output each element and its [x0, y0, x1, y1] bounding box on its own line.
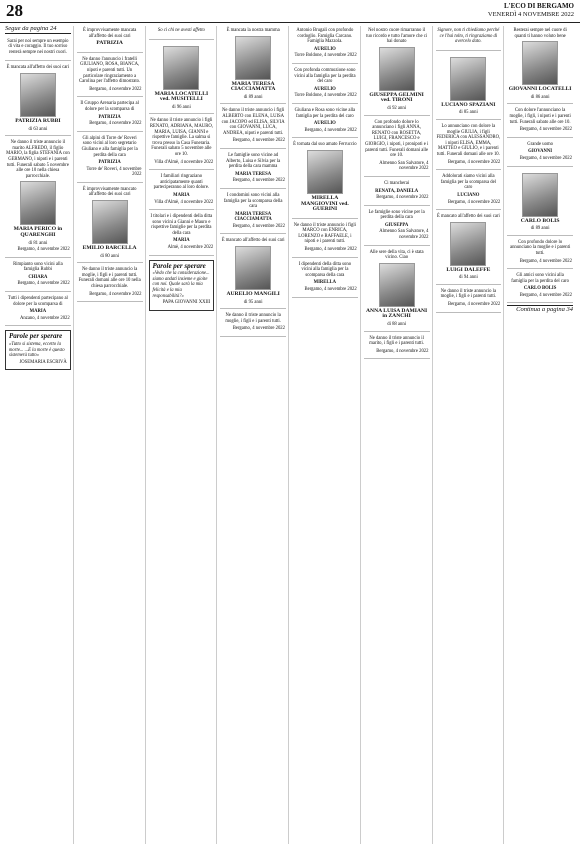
- deceased-name: MARIA PERICO in QUARENGHI: [13, 226, 63, 238]
- deceased-name: LUIGI DALEFFE: [446, 266, 491, 273]
- continue-label: Continua a pagina 34: [507, 305, 573, 313]
- notice-text: Ne danno il triste annuncio la moglie, i figli e i parenti tutti. Funerali domani alle ore 10 nella chiesa parrocchiale.: [78, 267, 141, 290]
- obituary-notice: [77, 265, 143, 302]
- deceased-name: CARLO BOLIS: [520, 217, 560, 224]
- obituary-notice: [292, 260, 358, 298]
- notice-text: Resterai sempre nel cuore di quanti ti hanno voluto bene: [513, 28, 567, 39]
- notice-place-date: Bergamo, 4 novembre 2022: [232, 138, 285, 144]
- notice-place-date: Villa d'Almè, 4 novembre 2022: [154, 199, 214, 205]
- notice-place-date: Bergamo, 4 novembre 2022: [304, 287, 357, 293]
- notice-text: Con profondo dolore lo annunciano i figli ANNA, RENATO con ROSETTA, LUIGI, FRANCESCO e GIORGIO, i nipoti, i pronipoti e i parenti tutti. Funerali domani alle ore 10.: [364, 119, 429, 159]
- column: [5, 26, 74, 844]
- notice-text: È tornata dal suo amato Ferruccio: [293, 142, 357, 148]
- notice-signature: PATRIZIA: [98, 160, 121, 166]
- portrait-photo: [92, 200, 128, 244]
- notice-place-date: Bergamo, 4 novembre 2022: [448, 199, 501, 205]
- notice-place-date: Bergamo, 4 novembre 2022: [232, 178, 285, 184]
- quote-box-heading: Parole per sperare: [9, 332, 63, 341]
- obituary-notice: [220, 151, 286, 189]
- deceased-name: MARIA TERESA CIACCIAMATTA: [230, 80, 276, 93]
- portrait-photo: [379, 263, 415, 307]
- masthead: [488, 2, 574, 19]
- notice-text: Con dolore l'annunciano la moglie, i figli, i nipoti e i parenti tutti. Funerali sabato alle ore 10.: [509, 108, 571, 125]
- notice-place-date: Villa d'Almè, 4 novembre 2022: [154, 159, 214, 165]
- notice-place-date: Bergamo, 4 novembre 2022: [519, 127, 572, 133]
- follow-from-label: Segue da pagina 24: [5, 26, 71, 34]
- deceased-name: ANNA LUISA DAMIANI in ZANCHI: [366, 307, 428, 320]
- obituary-notice: [149, 26, 215, 40]
- portrait-photo: [20, 181, 56, 225]
- notice-signature: AURELIO: [313, 86, 336, 92]
- page-number: 28: [6, 1, 23, 20]
- obituary-notice: [149, 212, 215, 256]
- notice-text: Le famiglie sono vicine ad Alberto, Luisa e Silvia per la perdita della cara mamma: [226, 152, 281, 170]
- obituary-notice: [507, 106, 573, 137]
- notice-text: I dipendenti della ditta sono vicini alla famiglia per la scomparsa della cara: [298, 261, 352, 278]
- deceased-age: di 94 anni: [459, 275, 478, 281]
- deceased-name: PATRIZIA RUBBI: [15, 117, 61, 124]
- deceased-age: di 89 anni: [243, 94, 263, 100]
- notice-signature: MARIA TERESA: [235, 171, 272, 177]
- obituary-notice: [507, 238, 573, 269]
- notice-signature: MARIA TERESA CIACCIAMATTA: [234, 211, 272, 223]
- obituary-notice: [364, 179, 430, 206]
- notice-text: Tutti i dipendenti partecipano al dolore per la scomparsa di: [7, 296, 68, 307]
- obituary-notice: [436, 172, 502, 210]
- notice-place-date: Bergamo, 4 novembre 2022: [89, 291, 142, 297]
- obituary-notice: [149, 42, 215, 115]
- notice-text: Gli amici sono vicini alla famiglia per la perdita del caro: [511, 273, 569, 284]
- obituary-notice: [364, 248, 430, 332]
- deceased-name: EMILIO BARCELLA: [82, 245, 137, 252]
- obituary-notice: [436, 26, 502, 51]
- obituary-notice: [5, 294, 71, 326]
- notice-signature: CHIARA: [28, 274, 48, 280]
- obituary-notice: [364, 118, 430, 177]
- deceased-name: PATRIZIA: [96, 40, 123, 47]
- column: [436, 26, 505, 844]
- obituary-notice: [5, 37, 71, 62]
- obituary-notice: [507, 140, 573, 167]
- obituary-notice: [220, 311, 286, 337]
- portrait-photo: [522, 41, 558, 85]
- notice-text: I titolari e i dipendenti della ditta sono vicini a Gianni e Mauro e rispettive famiglie per la perdita della cara: [150, 214, 213, 236]
- deceased-age: di 92 anni: [387, 105, 406, 111]
- obituary-notice: [77, 26, 143, 53]
- obituary-notice: [364, 208, 430, 246]
- notice-text: Rimpianto sono vicini alla famiglia Rubbi: [13, 261, 63, 273]
- notice-place-date: Torre Boldone, 4 novembre 2022: [294, 93, 357, 99]
- obituary-notice: [436, 212, 502, 285]
- deceased-age: di 88 anni: [387, 322, 406, 328]
- notice-text: Lo annunciano con dolore la moglie GIULIA, i figli FEDERICA con ALESSANDRO, i nipoti ELISA, EMMA, MATTEO e GIULIO, e i parenti tutti. Funerali domani alle ore 10.: [436, 123, 501, 157]
- notice-place-date: Almè, 4 novembre 2022: [167, 245, 214, 251]
- notice-text: I condomini sono vicini alla famiglia per la scomparsa della cara: [223, 192, 283, 210]
- obituary-notice: [364, 26, 430, 116]
- page-header: [0, 0, 580, 23]
- notice-place-date: Bergamo, 4 novembre 2022: [519, 258, 572, 264]
- notice-place-date: Almenno San Salvatore, 4 novembre 2022: [379, 160, 429, 172]
- quote-text: «Tutto si sistema, eccetto la morte... ...E la morte è questo sistemerà tutto»: [9, 342, 65, 359]
- notice-text: È improvvisamente mancato all'affetto dei suoi cari: [82, 186, 137, 198]
- notice-text: Gli alpini di Torre de' Roveri sono vicini al loro segretario Giuliano e alla famiglia per la perdita della cara: [81, 135, 138, 158]
- issue-date: VENERDÌ 4 NOVEMBRE 2022: [487, 11, 574, 18]
- notice-text: È mancato all'affetto dei suoi cari: [436, 214, 500, 220]
- notice-text: È mancato all'affetto dei suoi cari: [221, 238, 285, 244]
- portrait-photo: [522, 173, 558, 217]
- notice-text: Antonio Brugali con profondo cordoglio. Famiglia Carcano. Famiglia Mazzola.: [296, 28, 354, 45]
- notice-text: Ne danno il triste annuncio i figli MARCO con ENRICA, LORENZO e RAFFAELE, i nipoti e i parenti tutti.: [293, 222, 356, 245]
- notice-text: So ci chi ne avesti affetto: [157, 28, 205, 33]
- notice-place-date: Bergamo, 4 novembre 2022: [448, 159, 501, 165]
- column: [77, 26, 146, 844]
- deceased-age: di 89 anni: [530, 226, 550, 232]
- obituary-notice: [292, 26, 358, 64]
- deceased-age: di 63 anni: [28, 126, 48, 132]
- notice-text: È mancata all'affetto dei suoi cari: [6, 65, 70, 71]
- notice-text: I familiari ringraziano anticipatamente quanti parteciperanno al loro dolore.: [153, 174, 210, 191]
- column: [220, 26, 289, 844]
- obituary-notice: [436, 53, 502, 120]
- notice-text: Il Gruppo Arenaria partecipa al dolore per la scomparsa di: [80, 101, 139, 112]
- notice-place-date: Bergamo, 4 novembre 2022: [376, 195, 429, 201]
- obituary-notice: [77, 55, 143, 98]
- obituary-notice: [220, 236, 286, 309]
- notice-text: Sarai per noi sempre un esempio di vita e coraggio. Il tuo sorriso resterà sempre nei nostri cuori.: [7, 38, 69, 55]
- obituary-notice: [292, 106, 358, 138]
- notice-text: Ne danno il triste annuncio i figli ALBERTO con ELENA, LUISA con JACOPO ed ELISA, SILVIA con GIOVANNI, LUCA, ANDREA, nipoti e parenti tutti.: [221, 108, 285, 136]
- obituary-notice: [5, 260, 71, 292]
- deceased-age: di 81 anni: [28, 240, 48, 246]
- obituary-columns: [5, 26, 575, 844]
- notice-text: Grande uomo: [527, 141, 553, 147]
- notice-signature: LUCIANO: [457, 192, 480, 198]
- obituary-notice: [5, 138, 71, 258]
- notice-text: Ne danno il triste annuncio la moglie, i figli e i parenti tutti.: [225, 313, 281, 324]
- deceased-age: di 95 anni: [243, 299, 263, 305]
- column: [149, 26, 218, 844]
- obituary-notice: [149, 172, 215, 210]
- notice-place-date: Bergamo, 4 novembre 2022: [89, 121, 142, 127]
- obituary-notice: [220, 191, 286, 235]
- deceased-name: GIUSEPPA GELMINI ved. TIRONI: [369, 91, 424, 104]
- notice-signature: GIUSEPPA: [384, 222, 409, 228]
- portrait-photo: [307, 150, 343, 194]
- obituary-notice: [364, 334, 430, 360]
- column: [364, 26, 433, 844]
- deceased-age: di 86 anni: [530, 94, 550, 100]
- notice-place-date: Bergamo, 4 novembre 2022: [376, 348, 429, 354]
- notice-signature: MARIA: [173, 238, 190, 244]
- deceased-age: di 96 anni: [172, 104, 191, 110]
- publication-name: L'ECO DI BERGAMO: [503, 2, 574, 10]
- deceased-name: MIRELLA MANGIOVINI ved. GUERINI: [300, 194, 349, 213]
- deceased-age: di 80 anni: [100, 253, 119, 259]
- portrait-photo: [235, 246, 271, 290]
- notice-place-date: Bergamo, 4 novembre 2022: [448, 302, 501, 308]
- portrait-photo: [20, 73, 56, 117]
- obituary-notice: [77, 134, 143, 183]
- quote-box: [149, 260, 215, 311]
- deceased-name: LUCIANO SPAZIANI: [441, 101, 496, 108]
- deceased-age: di 85 anni: [459, 110, 478, 116]
- notice-signature: GIOVANNI: [528, 149, 553, 155]
- notice-place-date: Bergamo, 4 novembre 2022: [519, 292, 572, 298]
- obituary-notice: [5, 63, 71, 136]
- obituary-notice: [220, 106, 286, 149]
- obituary-notice: [436, 287, 502, 313]
- obituary-notice: [77, 99, 143, 131]
- notice-text: Ne danno il triste annuncio il marito, i figli e i parenti tutti.: [369, 335, 424, 347]
- notice-text: È improvvisamente mancata all'affetto dei suoi cari: [82, 28, 137, 39]
- quote-source: JOSEMARIA ESCRIVÀ: [19, 359, 67, 365]
- deceased-name: GIOVANNI LOCATELLI: [508, 86, 572, 93]
- notice-text: Signore, non ti chiediamo perché ce l'hai tolto, ti ringraziamo di avercelo dato.: [437, 28, 500, 45]
- obituary-notice: [507, 169, 573, 236]
- notice-signature: AURELIO: [313, 121, 336, 127]
- deceased-name: AURELIO MANGILI: [226, 291, 280, 298]
- notice-text: Le famiglie sono vicine per la perdita della cara: [368, 209, 425, 221]
- obituary-notice: [507, 26, 573, 104]
- notice-text: Ne danno il triste annuncio la moglie, i figli e i parenti tutti.: [440, 288, 497, 300]
- quote-text: «Vedo che la considerazione... siamo andati insieme e gioite con noi. Quale sarà la mia felicità e la mia responsabilità?»: [152, 271, 210, 299]
- notice-text: Nel nostro cuore rimarranno il tuo ricordo e tutto l'amore che ci hai donato: [366, 28, 428, 45]
- notice-text: Con profonda commozione sono vicini alla famiglia per la perdita del caro: [294, 67, 356, 85]
- notice-place-date: Anzano, 4 novembre 2022: [20, 315, 70, 321]
- quote-box-heading: Parole per sperare: [152, 261, 206, 270]
- notice-text: Ne danno l'annuncio i fratelli GIULIANO, ROSA, BIANCA, nipoti e parenti tutti. Un particolare ringraziamento a Carolina per l'affetto dimostrato.: [79, 56, 141, 85]
- notice-signature: RENATA, DANIELA: [375, 188, 419, 194]
- obituary-notice: [220, 26, 286, 104]
- notice-place-date: Bergamo, 4 novembre 2022: [304, 127, 357, 133]
- notice-text: Con profondo dolore lo annunciano la moglie e i parenti tutti.: [509, 239, 571, 256]
- notice-text: Addolorati siamo vicini alla famiglia per la scomparsa del caro: [440, 174, 496, 191]
- portrait-photo: [163, 46, 199, 90]
- notice-text: Ne danno il triste annuncio il marito ALFREDO, il figlio MARIO, la figlia STEFANIA con GERMANO, i nipoti e i parenti tutti. Funerali sabato 5 novembre alle ore 10 nella chiesa parrocchiale.: [6, 140, 70, 179]
- notice-text: Giuliana e Rosa sono vicine alla famiglia per la perdita del caro: [294, 107, 356, 119]
- quote-source: PAPA GIOVANNI XXIII: [162, 300, 211, 306]
- portrait-photo: [450, 57, 486, 101]
- notice-signature: PATRIZIA: [98, 114, 121, 120]
- obituary-notice: [507, 271, 573, 303]
- obituary-notice: [77, 185, 143, 263]
- obituary-notice: [292, 66, 358, 104]
- notice-signature: MARIA: [29, 309, 47, 315]
- notice-place-date: Torre Boldone, 4 novembre 2022: [294, 53, 357, 59]
- notice-text: Ci mancherai: [384, 180, 410, 186]
- notice-place-date: Torre de' Roveri, 4 novembre 2022: [86, 166, 142, 178]
- column: [507, 26, 575, 844]
- deceased-name: MARIA LOCATELLI ved. MUSITELLI: [154, 90, 209, 103]
- notice-signature: MARIA: [173, 192, 190, 198]
- notice-text: È mancata la nostra mamma: [226, 28, 280, 33]
- notice-signature: AURELIO: [313, 46, 336, 52]
- notice-place-date: Bergamo, 4 novembre 2022: [519, 155, 572, 161]
- notice-signature: CARLO BOLIS: [523, 286, 557, 292]
- quote-box: [5, 330, 71, 370]
- notice-signature: MIRELLA: [313, 280, 337, 286]
- notice-text: Alle sere della vita, ci è stata vicino. Ciao: [369, 249, 424, 261]
- notice-text: Ne danno il triste annuncio i figli RENATO, ADRIANA, MAURO, MARIA, LUISA, GIANNI e rispettive famiglie. La salma si trova presso la Casa Funeraria. Funerali sabato 5 novembre alle ore 10.: [149, 118, 213, 157]
- column: [292, 26, 361, 844]
- obituary-notice: [436, 122, 502, 170]
- obituary-notice: [149, 116, 215, 170]
- portrait-photo: [379, 47, 415, 91]
- notice-place-date: Almenno San Salvatore, 4 novembre 2022: [379, 229, 429, 241]
- obituary-notice: [292, 221, 358, 258]
- portrait-photo: [450, 222, 486, 266]
- notice-place-date: Bergamo, 4 novembre 2022: [232, 326, 285, 332]
- notice-place-date: Bergamo, 4 novembre 2022: [89, 86, 142, 92]
- notice-place-date: Bergamo, 4 novembre 2022: [17, 247, 70, 253]
- notice-place-date: Bergamo, 4 novembre 2022: [17, 281, 70, 287]
- portrait-photo: [235, 36, 271, 80]
- notice-place-date: Bergamo, 4 novembre 2022: [304, 247, 357, 253]
- notice-place-date: Bergamo, 4 novembre 2022: [232, 223, 285, 229]
- obituary-notice: [292, 140, 358, 218]
